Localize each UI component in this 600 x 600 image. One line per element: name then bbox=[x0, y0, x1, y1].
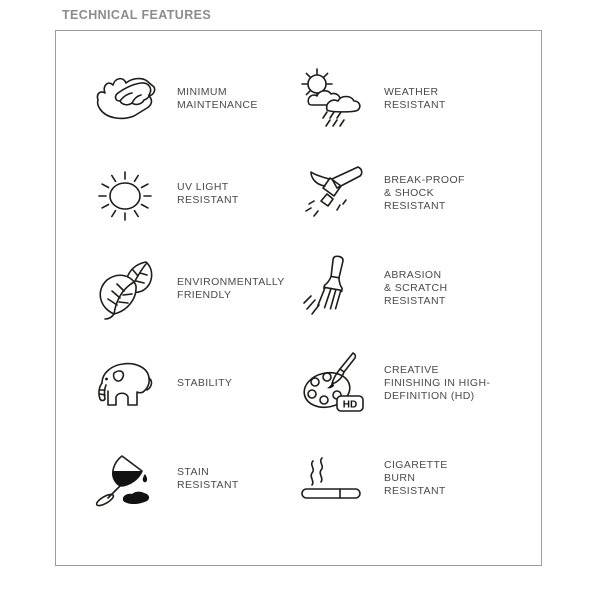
feature-label: ABRASION & SCRATCH RESISTANT bbox=[384, 269, 448, 307]
sun-cloud-rain-icon bbox=[296, 63, 368, 135]
page-title: TECHNICAL FEATURES bbox=[62, 8, 212, 22]
hammer-icon bbox=[296, 158, 368, 230]
feature-weather-resistant bbox=[296, 51, 541, 146]
technical-features-panel bbox=[55, 30, 542, 566]
leaves-icon bbox=[89, 253, 161, 325]
elephant-icon bbox=[89, 348, 161, 420]
hd-badge-text: HD bbox=[342, 399, 358, 410]
feature-stability bbox=[89, 336, 296, 431]
fork-scratch-icon bbox=[296, 253, 368, 325]
feature-uv-light-resistant bbox=[89, 146, 296, 241]
feature-minimum-maintenance bbox=[89, 51, 296, 146]
palette-brush-hd-icon bbox=[296, 348, 368, 420]
feature-label: STAIN RESISTANT bbox=[177, 465, 239, 491]
wine-glass-spill-icon bbox=[89, 443, 161, 515]
feature-stain-resistant bbox=[89, 431, 296, 526]
feature-label: MINIMUM MAINTENANCE bbox=[177, 85, 258, 111]
cigarette-icon bbox=[296, 443, 368, 515]
feature-break-proof-shock-resistant bbox=[296, 146, 541, 241]
feature-label: STABILITY bbox=[177, 377, 233, 389]
feature-label: WEATHER RESISTANT bbox=[384, 85, 446, 111]
features-grid bbox=[56, 31, 541, 526]
feature-cigarette-burn-resistant bbox=[296, 431, 541, 526]
feature-label: ENVIRONMENTALLY FRIENDLY bbox=[177, 275, 285, 301]
feature-label: CIGARETTE BURN RESISTANT bbox=[384, 459, 448, 497]
hand-cloth-icon bbox=[89, 63, 161, 135]
feature-abrasion-scratch-resistant bbox=[296, 241, 541, 336]
feature-label: UV LIGHT RESISTANT bbox=[177, 180, 239, 206]
feature-creative-finishing-hd bbox=[296, 336, 541, 431]
sun-icon bbox=[89, 158, 161, 230]
feature-label: BREAK-PROOF & SHOCK RESISTANT bbox=[384, 174, 465, 212]
feature-environmentally-friendly bbox=[89, 241, 296, 336]
feature-label: CREATIVE FINISHING IN HIGH- DEFINITION (HD) bbox=[384, 364, 491, 402]
